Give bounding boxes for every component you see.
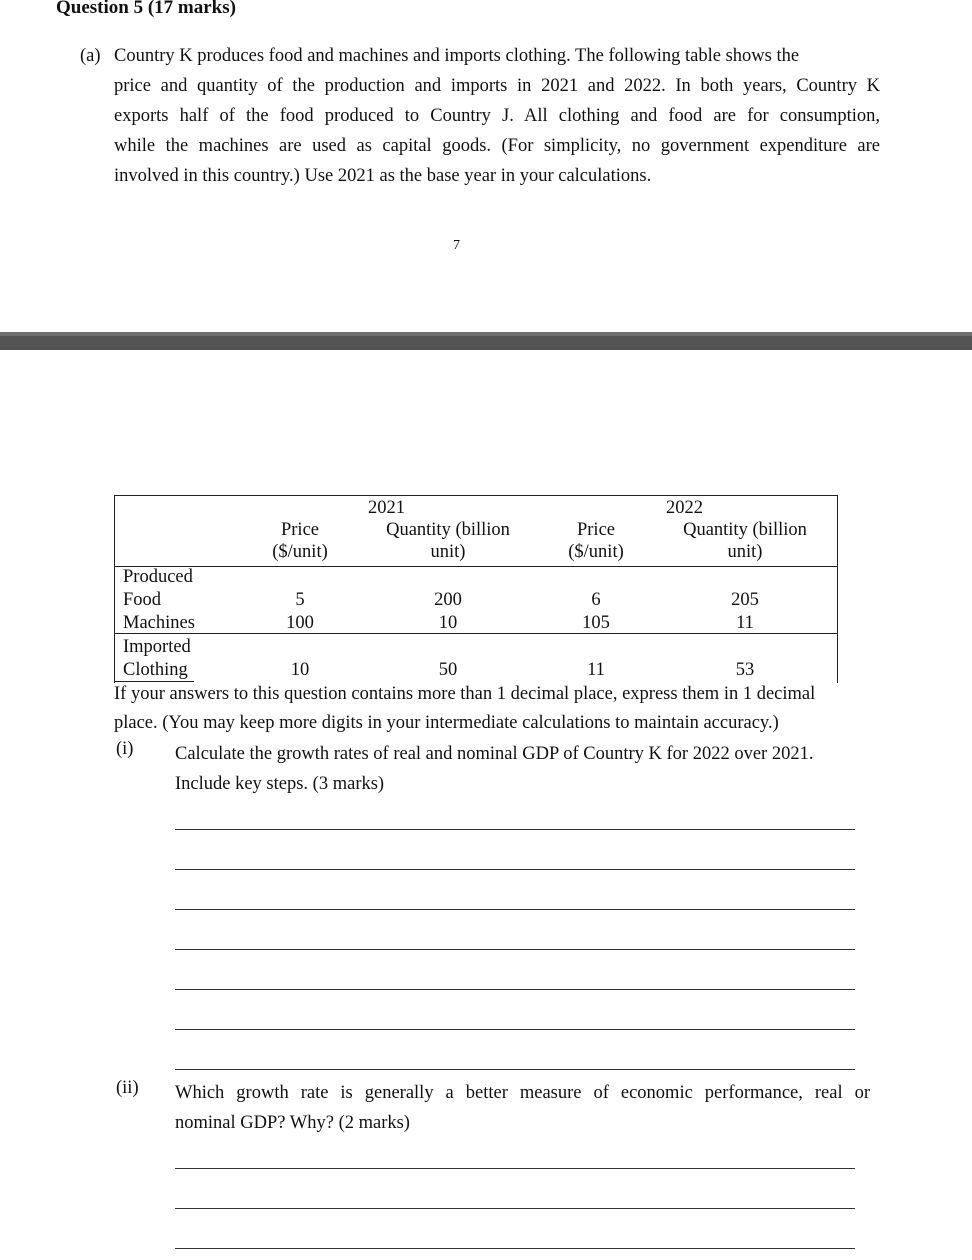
answer-line[interactable] — [175, 869, 855, 870]
part-a-intro — [80, 41, 880, 191]
intro-line-4: while the machines are used as capital goods. (For simplicity, no government expenditure are — [114, 136, 880, 156]
cell-clothing-quantity-2022: 53 — [735, 660, 755, 680]
table-border-left — [114, 495, 115, 683]
question-i-label: (i) — [116, 739, 134, 759]
page-separator-edge — [0, 332, 972, 336]
decimal-instruction: If your answers to this question contains more than 1 decimal place, express them in 1 decimal place. (You may keep more digits in your intermediate calculations to maintain accuracy.) — [114, 684, 816, 733]
question-ii-text: Which growth rate is generally a better measure of economic performance, real or nominal GDP? Why? (2 marks) — [175, 1083, 870, 1133]
intro-line-2: price and quantity of the production and imports in 2021 and 2022. In both years, Country K — [114, 76, 880, 96]
cell-machines-quantity-2022: 11 — [736, 613, 754, 633]
question-ii-label: (ii) — [116, 1078, 139, 1098]
cell-machines-quantity-2021: 10 — [438, 613, 458, 633]
cell-food-quantity-2022: 205 — [731, 590, 759, 610]
row-label-food: Food — [123, 590, 162, 610]
section-label-imported: Imported — [123, 637, 191, 657]
answer-line[interactable] — [175, 1168, 855, 1169]
intro-line-1: Country K produces food and machines and imports clothing. The following table shows the — [114, 46, 800, 66]
cell-clothing-quantity-2021: 50 — [438, 660, 458, 680]
question-i-text: Calculate the growth rates of real and nominal GDP of Country K for 2022 over 2021. Include key steps. (3 marks) — [175, 744, 814, 794]
answer-line[interactable] — [175, 1069, 855, 1070]
col-header-quantity-2022: Quantity (billion unit) — [683, 520, 807, 562]
cell-machines-price-2021: 100 — [286, 613, 314, 633]
part-a-label: (a) — [80, 46, 101, 66]
col-header-quantity-2021: Quantity (billion unit) — [386, 520, 510, 562]
table-border-right — [837, 495, 838, 683]
answer-line[interactable] — [175, 1029, 855, 1030]
answer-line[interactable] — [175, 989, 855, 990]
cell-clothing-price-2021: 10 — [290, 660, 310, 680]
answer-line[interactable] — [175, 1248, 855, 1249]
intro-line-5: involved in this country.) Use 2021 as the base year in your calculations. — [114, 166, 652, 186]
cell-food-price-2021: 5 — [295, 590, 305, 610]
col-header-price-2021: Price ($/unit) — [272, 520, 328, 562]
cell-food-price-2022: 6 — [591, 590, 601, 610]
table-border-top — [114, 495, 838, 496]
answer-line[interactable] — [175, 829, 855, 830]
row-label-machines: Machines — [123, 613, 195, 633]
data-table — [114, 495, 838, 683]
year-header-2021: 2021 — [368, 498, 405, 518]
intro-line-3: exports half of the food produced to Country J. All clothing and food are for consumption, — [114, 106, 880, 126]
cell-clothing-price-2022: 11 — [587, 660, 605, 680]
year-header-2022: 2022 — [666, 498, 703, 518]
answer-line[interactable] — [175, 1208, 855, 1209]
answer-line[interactable] — [175, 909, 855, 910]
section-label-produced: Produced — [123, 567, 193, 587]
cell-machines-price-2022: 105 — [582, 613, 610, 633]
table-divider-header — [114, 566, 838, 567]
col-header-price-2022: Price ($/unit) — [568, 520, 624, 562]
row-label-clothing: Clothing — [123, 660, 188, 680]
page-number: 7 — [453, 238, 460, 253]
answer-line[interactable] — [175, 949, 855, 950]
question-title: Question 5 (17 marks) — [56, 0, 236, 18]
cell-food-quantity-2021: 200 — [434, 590, 462, 610]
